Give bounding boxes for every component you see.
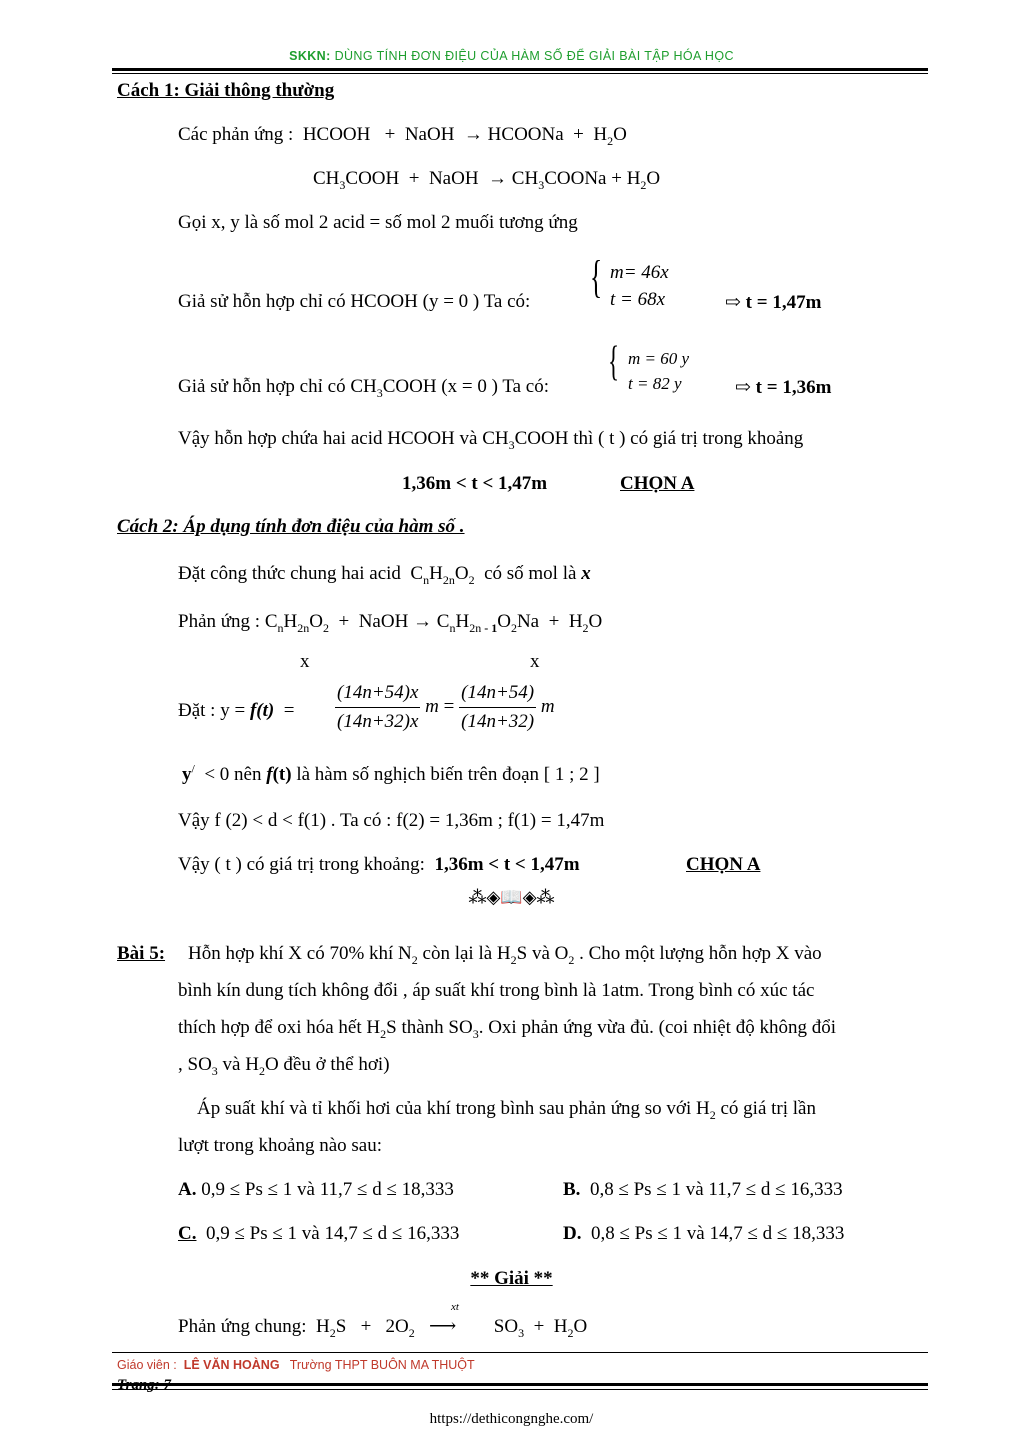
cach1-conclusion: 1,36m < t < 1,47m bbox=[402, 473, 548, 494]
dat-cong-thuc: Đặt công thức chung hai acid $C_nH_{2n}O_2$ có số mol là x bbox=[178, 563, 591, 587]
result-2: ⇨ t = 1,36m bbox=[735, 377, 832, 398]
sys1-line2: t = 68x bbox=[610, 289, 666, 310]
section-separator: ⁂◈📖◈⁂ bbox=[468, 887, 555, 907]
bai5-label: Bài 5: bbox=[117, 943, 166, 964]
brace-2: { bbox=[608, 339, 620, 385]
cach2-answer: CHỌN A bbox=[686, 854, 761, 875]
footer-rule-thin bbox=[112, 1389, 928, 1390]
cach2-heading: Cách 2: Áp dụng tính đơn điệu của hàm số . bbox=[117, 516, 465, 537]
footer-teacher: Giáo viên : LÊ VĂN HOÀNG Trường THPT BUÔN MA THUỘT bbox=[117, 1358, 475, 1372]
mol-x-2: x bbox=[530, 651, 540, 672]
sys2-line2: t = 82 y bbox=[628, 374, 682, 393]
giai-heading: ** Giải ** bbox=[470, 1268, 553, 1289]
derivative-line: y/ < 0 nên f(t) là hàm số nghịch biến trên đoạn [ 1 ; 2 ] bbox=[182, 761, 600, 785]
sys2-line1: m = 60 y bbox=[628, 349, 690, 368]
bai5-question-1: Áp suất khí và tỉ khối hơi của khí trong bình sau phản ứng so với $H_2$ có giá trị lần bbox=[197, 1098, 816, 1122]
vay-text: Vậy hỗn hợp chứa hai acid HCOOH và $CH_3COOH$ thì ( t ) có giá trị trong khoảng bbox=[178, 428, 804, 452]
bai5-question-2: lượt trong khoảng nào sau: bbox=[178, 1135, 382, 1156]
option-a: A. 0,9 ≤ Ps ≤ 1 và 11,7 ≤ d ≤ 18,333 bbox=[178, 1179, 454, 1200]
page-header bbox=[0, 49, 1023, 63]
mol-x-1: x bbox=[300, 651, 310, 672]
bai5-line3: thích hợp để oxi hóa hết $H_2S$ thành $SO_3$. Oxi phản ứng vừa đủ. (coi nhiệt độ không đổi bbox=[178, 1017, 836, 1041]
phan-ung-chung: Phản ứng chung: $H_2S + 2O_2$ xt ⟶ $SO_3 + H_2O$ bbox=[178, 1301, 588, 1340]
option-d: D. 0,8 ≤ Ps ≤ 1 và 14,7 ≤ d ≤ 18,333 bbox=[563, 1223, 845, 1244]
header-title: DÙNG TÍNH ĐƠN ĐIỆU CỦA HÀM SỐ ĐỂ GIẢI BÀI TẬP HÓA HỌC bbox=[334, 49, 734, 63]
header-prefix: SKKN: bbox=[289, 49, 331, 63]
cach1-answer: CHỌN A bbox=[620, 473, 695, 494]
result-1: ⇨ t = 1,47m bbox=[725, 292, 822, 313]
gia-su-1: Giả sử hỗn hợp chỉ có HCOOH (y = 0 ) Ta có: bbox=[178, 291, 531, 312]
bai5-line1: Hỗn hợp khí X có 70% khí $N_2$ còn lại là $H_2S$ và $O_2$ . Cho một lượng hỗn hợp X vào bbox=[188, 943, 822, 967]
footer-rule-top bbox=[112, 1352, 928, 1353]
reaction-1: Các phản ứng : HCOOH + NaOH → HCOONa + $H_2O$ bbox=[178, 124, 627, 148]
sys1-line1: m= 46x bbox=[610, 262, 669, 283]
bai5-line4: , $SO_3$ và $H_2O$ đều ở thể hơi) bbox=[178, 1054, 390, 1078]
vay-line-2: Vậy ( t ) có giá trị trong khoảng: 1,36m < t < 1,47m bbox=[178, 854, 580, 875]
dat-y-label: Đặt : y = f(t) = bbox=[178, 700, 295, 721]
footer-rule-thick bbox=[112, 1383, 928, 1386]
option-b: B. 0,8 ≤ Ps ≤ 1 và 11,7 ≤ d ≤ 16,333 bbox=[563, 1179, 843, 1200]
bai5-line2: bình kín dung tích không đổi , áp suất khí trong bình là 1atm. Trong bình có xúc tác bbox=[178, 980, 815, 1001]
goi-text: Gọi x, y là số mol 2 acid = số mol 2 muối tương ứng bbox=[178, 212, 578, 233]
cach2-reaction: Phản ứng : $C_nH_{2n}O_2$ + NaOH → $C_nH_{2n - 1}O_2Na + H_2O$ bbox=[178, 611, 603, 635]
footer-page: Trang: 7 bbox=[117, 1377, 172, 1393]
cach1-heading: Cách 1: Giải thông thường bbox=[117, 80, 335, 101]
option-c: C. 0,9 ≤ Ps ≤ 1 và 14,7 ≤ d ≤ 16,333 bbox=[178, 1223, 460, 1244]
gia-su-2: Giả sử hỗn hợp chỉ có $CH_3COOH$ (x = 0 ) Ta có: bbox=[178, 376, 550, 400]
source-url[interactable]: https://dethicongnghe.com/ bbox=[429, 1411, 594, 1427]
vay-line-1: Vậy f (2) < d < f(1) . Ta có : f(2) = 1,36m ; f(1) = 1,47m bbox=[178, 810, 605, 831]
reaction-2: $CH_3COOH$ + NaOH → $CH_3COONa + H_2O$ bbox=[313, 168, 661, 192]
fraction-1: $\frac{(14n+54)x}{(14n+32)x}$ m = $\frac{(14n+54)}{(14n+32)}$ m bbox=[337, 682, 555, 732]
brace-1: { bbox=[590, 251, 603, 302]
header-rule-thin bbox=[112, 73, 928, 74]
header-rule-thick bbox=[112, 68, 928, 71]
